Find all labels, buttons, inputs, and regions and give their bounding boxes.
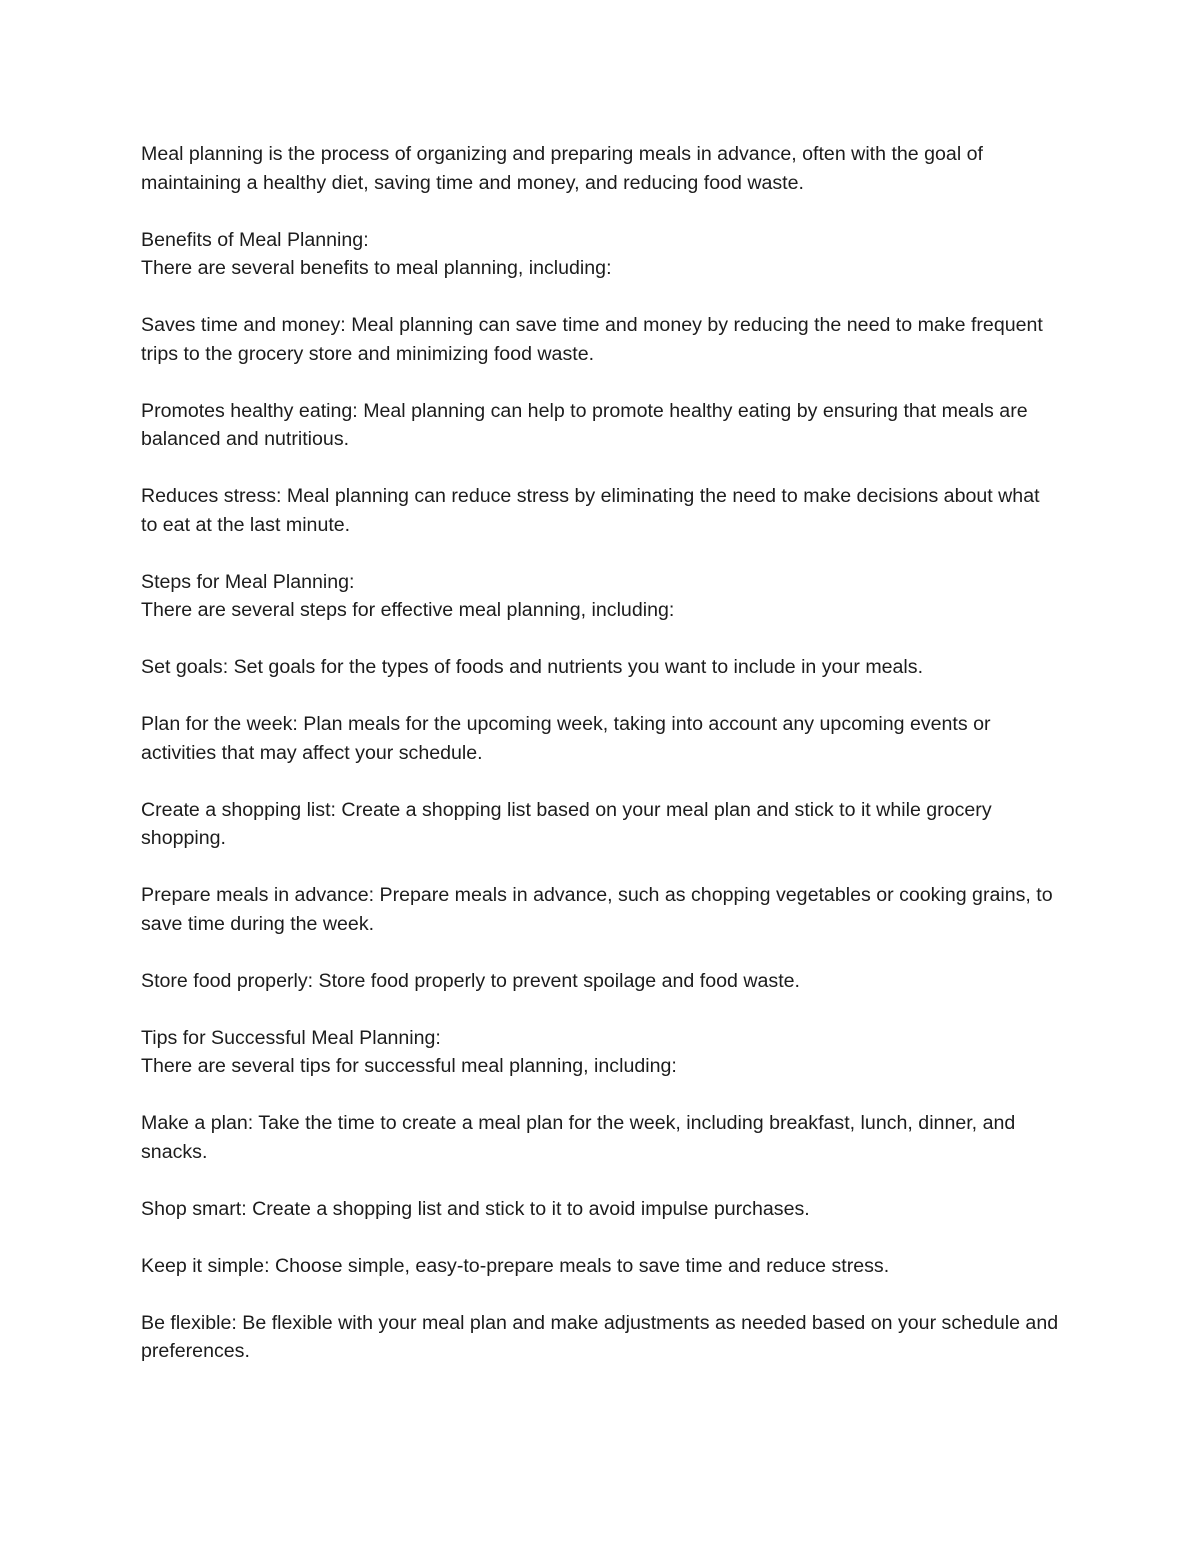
steps-heading: Steps for Meal Planning:	[141, 570, 355, 593]
paragraph-spacer	[141, 283, 1061, 312]
tips-heading: Tips for Successful Meal Planning:	[141, 1026, 441, 1049]
steps-lead: There are several steps for effective meal planning, including:	[141, 599, 675, 621]
benefits-lead: There are several benefits to meal planning, including:	[141, 257, 612, 279]
tip-item: Make a plan: Take the time to create a meal plan for the week, including breakfast, lunch, dinner, and snacks.	[141, 1112, 1016, 1163]
benefit-item: Promotes healthy eating: Meal planning can help to promote healthy eating by ensuring that meals are balanced and nutritious.	[141, 399, 1028, 450]
paragraph-spacer	[141, 539, 1061, 568]
paragraph-spacer	[141, 197, 1061, 226]
paragraph-spacer	[141, 1166, 1061, 1195]
paragraph-spacer	[141, 853, 1061, 882]
paragraph-spacer	[141, 1081, 1061, 1110]
benefit-item: Reduces stress: Meal planning can reduce stress by eliminating the need to make decisions about what to eat at the last minute.	[141, 485, 1040, 536]
paragraph-spacer	[141, 1280, 1061, 1309]
tip-item: Shop smart: Create a shopping list and stick to it to avoid impulse purchases.	[141, 1197, 810, 1220]
paragraph-spacer	[141, 682, 1061, 711]
step-item: Store food properly: Store food properly to prevent spoilage and food waste.	[141, 969, 800, 992]
paragraph-spacer	[141, 454, 1061, 483]
document-body	[141, 140, 1061, 1366]
benefit-item: Saves time and money: Meal planning can save time and money by reducing the need to make frequent trips to the grocery store and minimizing food waste.	[141, 314, 1043, 365]
step-item: Set goals: Set goals for the types of foods and nutrients you want to include in your meals.	[141, 656, 924, 678]
tips-lead: There are several tips for successful meal planning, including:	[141, 1055, 677, 1077]
step-item: Create a shopping list: Create a shopping list based on your meal plan and stick to it while grocery shopping.	[141, 798, 992, 849]
intro-paragraph: Meal planning is the process of organizing and preparing meals in advance, often with the goal of maintaining a healthy diet, saving time and money, and reducing food waste.	[141, 143, 983, 194]
paragraph-spacer	[141, 1223, 1061, 1252]
step-item: Plan for the week: Plan meals for the upcoming week, taking into account any upcoming events or activities that may affect your schedule.	[141, 713, 991, 764]
paragraph-spacer	[141, 938, 1061, 967]
tip-item: Be flexible: Be flexible with your meal plan and make adjustments as needed based on your schedule and preferences.	[141, 1311, 1059, 1362]
benefits-heading: Benefits of Meal Planning:	[141, 228, 369, 251]
paragraph-spacer	[141, 368, 1061, 397]
paragraph-spacer	[141, 995, 1061, 1024]
tip-item: Keep it simple: Choose simple, easy-to-prepare meals to save time and reduce stress.	[141, 1254, 890, 1277]
step-item: Prepare meals in advance: Prepare meals in advance, such as chopping vegetables or cooking grains, to save time during the week.	[141, 884, 1053, 935]
paragraph-spacer	[141, 767, 1061, 796]
paragraph-spacer	[141, 625, 1061, 654]
